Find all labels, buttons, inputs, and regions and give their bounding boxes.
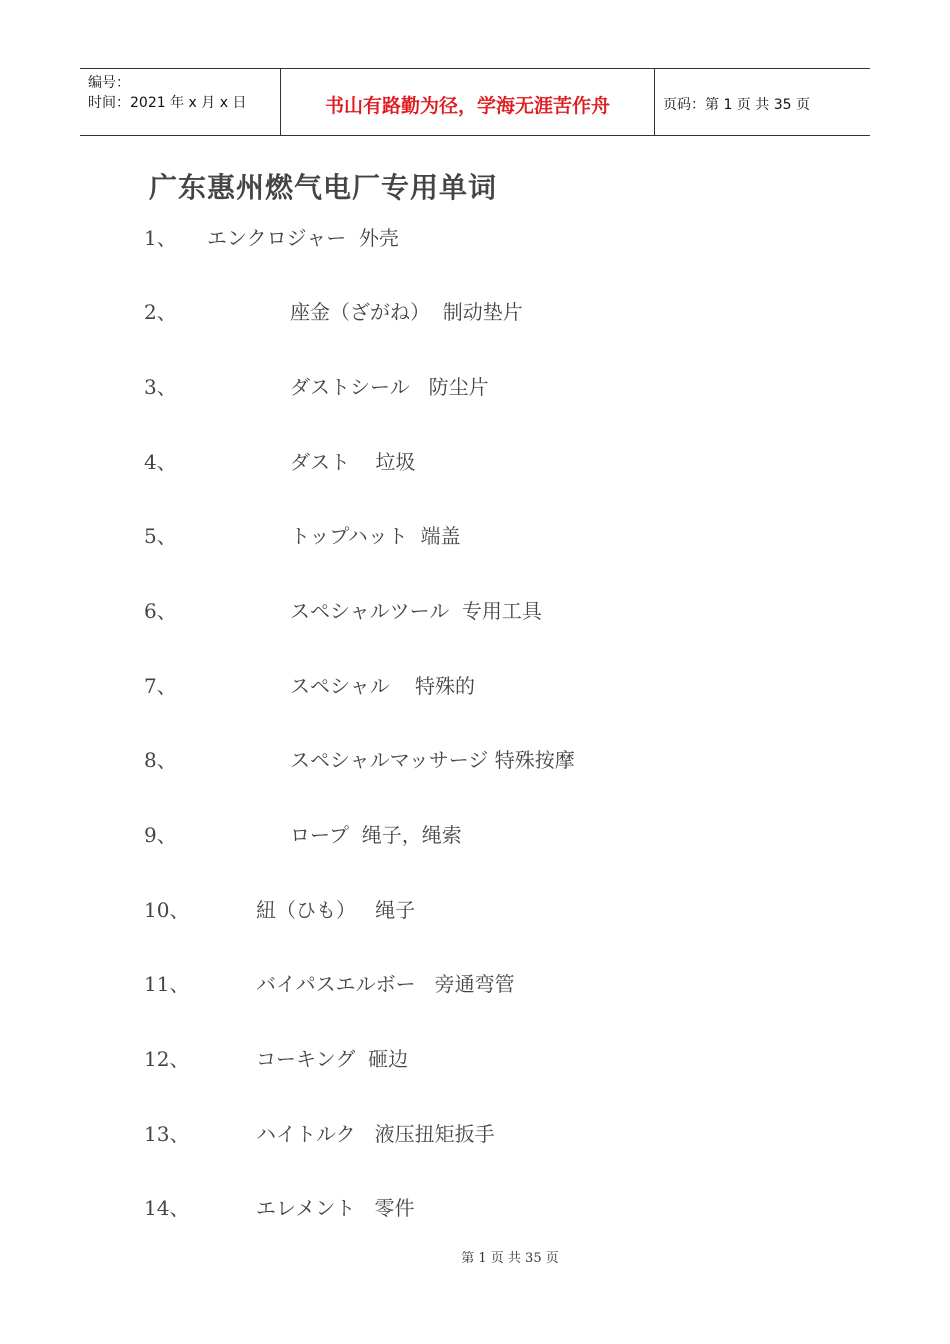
entry-term: 座金（ざがね） 制动垫片 [290,300,523,324]
list-item [144,296,523,368]
entry-number: 12、 [144,1047,190,1071]
entry-number: 10、 [144,898,190,922]
list-item [144,222,399,294]
document-header [80,68,870,136]
header-motto-cell [281,69,655,135]
list-item [144,819,462,891]
list-item [144,371,489,443]
entry-number: 13、 [144,1122,190,1146]
list-item [144,446,416,518]
entry-number: 9、 [144,823,177,847]
header-meta-cell [80,69,281,135]
entry-term: スペシャルマッサージ 特殊按摩 [290,748,575,772]
entry-term: ハイトルク 液压扭矩扳手 [256,1122,495,1146]
number-label: 编号： [88,75,130,91]
entry-number: 4、 [144,450,177,474]
page-footer [0,1247,950,1266]
list-item [144,894,416,966]
entry-number: 1、 [144,226,177,250]
entry-number: 2、 [144,300,177,324]
entry-number: 6、 [144,599,177,623]
header-page-cell [655,69,870,135]
list-item [144,595,542,667]
motto-text: 书山有路勤为径，学海无涯苦作舟 [324,94,610,117]
entry-term: ロープ 绳子，绳索 [290,823,462,847]
entry-term: 紐（ひも） 绳子 [256,898,416,922]
list-item [144,670,476,742]
entry-term: ダストシール 防尘片 [290,375,489,399]
list-item [144,968,515,1040]
list-item [144,1043,409,1115]
entry-number: 11、 [144,972,190,996]
entry-number: 14、 [144,1196,190,1220]
entry-number: 7、 [144,674,177,698]
entry-number: 5、 [144,524,177,548]
list-item [144,744,575,816]
date-label: 时间：2021 年 x 月 x 日 [88,95,247,111]
entry-term: エンクロジャー 外壳 [207,226,399,250]
entry-term: スペシャル 特殊的 [290,674,476,698]
entry-term: コーキング 砸边 [256,1047,409,1071]
page-info: 页码：第 1 页 共 35 页 [663,97,810,113]
entry-term: ダスト 垃圾 [290,450,416,474]
entry-term: エレメント 零件 [256,1196,415,1220]
document-title: 广东惠州燃气电厂专用单词 [149,171,498,204]
entry-term: バイパスエルボー 旁通弯管 [256,972,515,996]
entry-term: トップハット 端盖 [290,524,461,548]
list-item [144,1118,495,1190]
entry-term: スペシャルツール 专用工具 [290,599,542,623]
entry-number: 8、 [144,748,177,772]
footer-page-number: 第 1 页 共 35 页 [461,1251,559,1266]
entry-number: 3、 [144,375,177,399]
list-item [144,520,461,592]
